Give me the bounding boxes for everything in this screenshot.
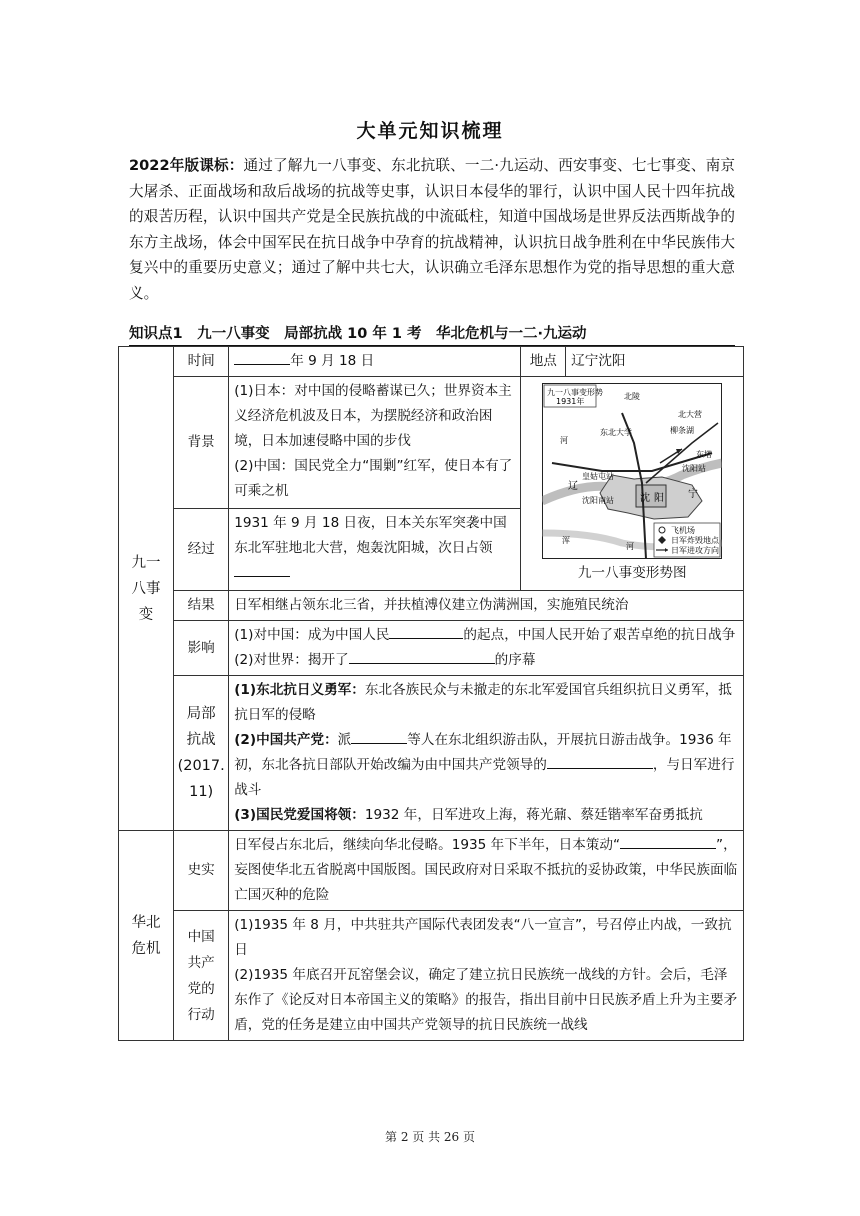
cpc-action-content (229, 911, 744, 1041)
legend-airport: 飞机场 (671, 526, 696, 535)
label-beidaying: 北大营 (678, 410, 703, 419)
page-footer: 第 2 页 共 26 页 (385, 1130, 475, 1144)
label-shenyang-station: 沈阳站 (682, 464, 707, 473)
knowledge-table (118, 346, 744, 1041)
item1-text: 东北各族民众与未撤走的东北军爱国官兵组织抗日义勇军，抵抗日军的侵略 (234, 682, 732, 723)
section-name-line: (2017. (177, 758, 225, 774)
fact-blank[interactable] (620, 833, 716, 849)
section-name-line: 抗战 (186, 732, 216, 748)
process-text: 1931 年 9 月 18 日夜，日本关东军突袭中国东北军驻地北大营，炮轰沈阳城，次日占领 (234, 515, 507, 557)
bg-china-text: 国民党全力“围剿”红军，使日本有了可乘之机 (234, 458, 513, 499)
process-blank[interactable] (234, 561, 290, 577)
impact-label: 影响 (174, 621, 229, 676)
section-name-text: 九一八事变 (131, 554, 161, 623)
cpc-item-1: (1)1935 年 8 月，中共驻共产国际代表团发表“八一宣言”，号召停止内战，一致抗日 (234, 917, 732, 958)
place-label: 地点 (521, 347, 566, 377)
local-resistance-content (229, 676, 744, 831)
result-text: 日军相继占领东北三省，并扶植溥仪建立伪满洲国，实施殖民统治 (229, 591, 744, 621)
bg-japan-text: 对中国的侵略蓄谋已久；世界资本主义经济危机波及日本，为摆脱经济和政治困境，日本加速侵略中国的步伐 (234, 383, 512, 449)
label-liutiaohu: 柳条湖 (670, 426, 695, 435)
table-row (119, 831, 744, 911)
table-row (119, 377, 744, 509)
cpc-item-2: (2)1935 年底召开瓦窑堡会议，确定了建立抗日民族统一战线的方针。会后，毛泽东作了《论反对日本帝国主义的策略》的报告，指出目前中日民族矛盾上升为主要矛盾，党的任务是建立由中国共产党领导的抗日民族统一战线 (234, 967, 738, 1033)
label-northeast-univ: 东北大学 (600, 428, 633, 437)
label-liao: 辽 (568, 481, 579, 492)
section-name-line: 11) (189, 784, 214, 800)
impact-world-blank[interactable] (349, 648, 495, 664)
legend-bomb: 日军炸毁地点 (671, 536, 720, 545)
item1-label: (1)东北抗日义勇军： (234, 682, 365, 698)
time-blank[interactable] (234, 349, 290, 365)
item2-blank-1[interactable] (351, 728, 407, 744)
label-hun: 浑 (562, 536, 571, 545)
background-content (229, 377, 521, 509)
table-row (119, 911, 744, 1041)
curriculum-standard-paragraph (129, 153, 735, 306)
fact-content (229, 831, 744, 911)
result-label: 结果 (174, 591, 229, 621)
bg-china-label: (2)中国： (234, 458, 295, 474)
label-shenyang-south: 沈阳南站 (582, 496, 615, 505)
label-he: 河 (560, 436, 569, 445)
table-row (119, 676, 744, 831)
section-name-line: 危机 (131, 940, 161, 957)
curriculum-standard-label: 2022年版课标： (129, 157, 244, 174)
process-label: 经过 (174, 509, 229, 591)
map-title: 九一八事变形势 (547, 388, 604, 397)
time-value-cell (229, 347, 521, 377)
impact-world-b: 的序幕 (494, 652, 536, 668)
impact-china-a: (1)对中国：成为中国人民 (234, 627, 390, 643)
section-name-local-resistance (174, 676, 229, 831)
curriculum-standard-text: 通过了解九一八事变、东北抗联、一二·九运动、西安事变、七七事变、南京大屠杀、正面战场和敌后战场的抗战等史事，认识日本侵华的罪行，认识中国人民十四年抗战的艰苦历程，认识中国共产党是全民族抗战的中流砥柱，知道中国战场是世界反法西斯战争的东方主战场，体会中国军民在抗日战争中孕育的抗战精神，认识抗日战争胜利在中华民族伟大复兴中的重要历史意义；通过了解中共七大，认识确立毛泽东思想作为党的指导思想的重大意义。 (129, 157, 735, 302)
item3-text: 1932 年，日军进攻上海，蒋光鼐、蔡廷锴率军奋勇抵抗 (364, 807, 703, 823)
legend-advance: 日军进攻方向 (671, 546, 720, 555)
item2-blank-2[interactable] (547, 753, 653, 769)
fact-label: 史实 (174, 831, 229, 911)
item2-a: 派 (337, 732, 352, 748)
section-name-north-china-crisis (119, 831, 174, 1041)
label-dongta: 东塔 (696, 450, 713, 459)
section-name-line: 华北 (131, 914, 161, 931)
impact-china-b: 的起点，中国人民开始了艰苦卓绝的抗日战争 (463, 627, 736, 643)
label-beiling: 北陵 (624, 392, 641, 401)
table-row (119, 621, 744, 676)
impact-china-blank[interactable] (389, 623, 463, 639)
map-cell (521, 377, 744, 591)
table-row (119, 347, 744, 377)
label-shen: 沈 (640, 493, 651, 504)
map-year: 1931年 (556, 397, 585, 406)
page-title: 大单元知识梳理 (356, 120, 504, 142)
fact-b: ”，妄图使华北五省脱离中国版图。国民政府对日采取不抵抗的妥协政策，中华民族面临亡国灭种的危险 (234, 837, 738, 903)
knowledge-point-heading: 知识点1 九一八事变 局部抗战 10 年 1 考 华北危机与一二·九运动 (129, 322, 735, 346)
label-yang: 阳 (654, 493, 665, 504)
fact-a: 日军侵占东北后，继续向华北侵略。1935 年下半年，日本策动“ (234, 837, 621, 853)
time-label: 时间 (174, 347, 229, 377)
section-name-918 (119, 347, 174, 831)
item3-label: (3)国民党爱国将领： (234, 807, 365, 823)
map-918-figure (542, 383, 722, 559)
cpc-action-label-text: 中国共产党的行动 (187, 928, 215, 1023)
table-row (119, 591, 744, 621)
place-value: 辽宁沈阳 (566, 347, 744, 377)
map-caption: 九一八事变形势图 (577, 565, 687, 581)
label-huanggutun: 皇姑屯站 (582, 472, 615, 481)
impact-world-a: (2)对世界：揭开了 (234, 652, 349, 668)
bg-japan-label: (1)日本： (234, 383, 295, 399)
item2-label: (2)中国共产党： (234, 732, 338, 748)
item2-b: 等人在东北组织游击队，开展抗日游击战争。1936 年初，东北各抗日部队开始改编为由中国共产党领导的 (234, 732, 732, 773)
process-content (229, 509, 521, 591)
label-river: 河 (626, 542, 635, 551)
impact-content (229, 621, 744, 676)
cpc-action-label (174, 911, 229, 1041)
background-label: 背景 (174, 377, 229, 509)
item2-c: ，与日军进行战斗 (234, 757, 735, 798)
time-value: 年 9 月 18 日 (290, 353, 375, 369)
label-ning: 宁 (688, 489, 699, 500)
section-name-line: 局部 (186, 706, 216, 722)
